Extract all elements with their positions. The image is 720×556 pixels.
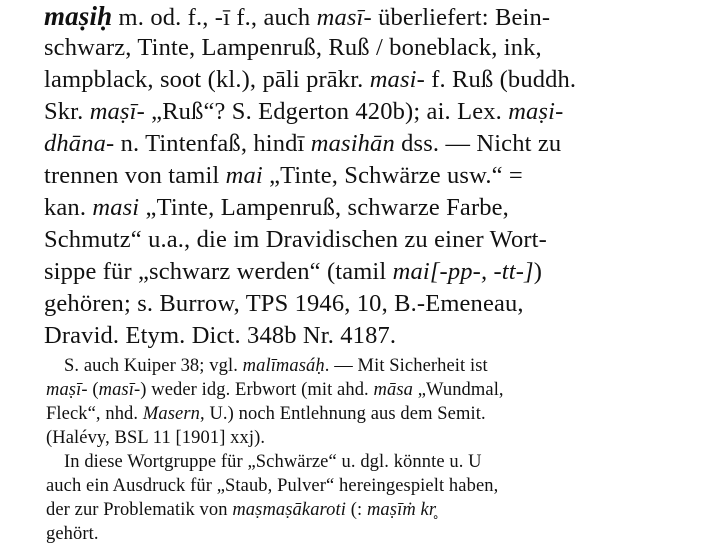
entry-line-4	[44, 96, 720, 128]
note-line-2	[46, 378, 720, 402]
entry-line-11	[44, 320, 720, 352]
entry-text: masi	[92, 194, 140, 221]
note-line-1	[64, 354, 720, 378]
entry-text: gehören; s. Burrow, TPS 1946, 10, B.-Emeneau,	[44, 290, 524, 317]
entry-text: masihān	[310, 130, 395, 157]
entry-line-3	[44, 64, 720, 96]
entry-text: Skr.	[44, 98, 90, 125]
entry-text: „Tinte, Schwärze usw.“ =	[262, 162, 523, 189]
note-text: māsa	[373, 380, 413, 400]
note-text: „Wundmal,	[412, 380, 504, 400]
note-text: (:	[346, 500, 367, 520]
entry-text: - f. Ruß (buddh.	[416, 66, 577, 93]
note-text: der zur Problematik von	[46, 500, 233, 520]
entry-text: masi	[369, 66, 417, 93]
note-text: maṣmaṣākaroti	[232, 500, 347, 520]
note-text: Masern	[142, 404, 200, 424]
note-text: , U.) noch Entlehnung aus dem Semit.	[200, 404, 486, 424]
entry-text: Dravid. Etym. Dict. 348b Nr. 4187.	[44, 322, 397, 349]
entry-line-10	[44, 288, 720, 320]
entry-text: trennen von tamil	[44, 162, 226, 189]
entry-text: dss. — Nicht zu	[394, 130, 562, 157]
entry-text: schwarz, Tinte, Lampenruß, Ruß / boneblack, ink,	[44, 34, 542, 61]
entry-lemma: maṣiḥ	[44, 1, 113, 31]
note-text: masī-	[98, 380, 141, 400]
entry-text: lampblack, soot (kl.), pāli prākr.	[44, 66, 370, 93]
note-text: maṣīṁ kr̥	[366, 500, 437, 520]
entry-text: dhāna	[44, 130, 106, 157]
note-line-4	[46, 426, 720, 450]
entry-text: überliefert: Bein-	[371, 4, 551, 31]
note-line-3	[46, 402, 720, 426]
entry-text: kan.	[44, 194, 93, 221]
note-text: gehört.	[46, 524, 99, 544]
note-text: (Halévy, BSL 11 [1901] xxj).	[46, 428, 266, 448]
entry-text: mai[-pp-, -tt-]	[392, 258, 534, 285]
entry-text: „Ruß“? S. Edgerton 420b); ai. Lex.	[144, 98, 509, 125]
note-text: . — Mit Sicherheit ist	[324, 356, 488, 376]
note-line-7	[46, 498, 720, 522]
entry-text: - n. Tintenfaß, hindī	[106, 130, 311, 157]
entry-line-7	[44, 192, 720, 224]
entry-text: m. od. f., -ī f., auch	[112, 4, 317, 31]
entry-line-1	[44, 0, 720, 34]
note-text: (	[87, 380, 99, 400]
entry-text: sippe für „schwarz werden“ (tamil	[44, 258, 393, 285]
note-text: malīmasáḥ	[242, 356, 325, 376]
entry-text: maṣī-	[89, 98, 145, 125]
note-text: maṣī-	[46, 380, 88, 400]
entry-line-9	[44, 256, 720, 288]
note-text: S. auch Kuiper 38; vgl.	[64, 356, 243, 376]
entry-line-6	[44, 160, 720, 192]
entry-text: „Tinte, Lampenruß, schwarze Farbe,	[139, 194, 509, 221]
entry-text: maṣi-	[508, 98, 564, 125]
entry-line-8	[44, 224, 720, 256]
entry-line-2	[44, 32, 720, 64]
entry-text: Schmutz“ u.a., die im Dravidischen zu einer Wort-	[44, 226, 547, 253]
note-text: In diese Wortgruppe für „Schwärze“ u. dgl. könnte u. U	[64, 452, 482, 472]
entry-text: masī-	[316, 4, 372, 31]
note-text: auch ein Ausdruck für „Staub, Pulver“ hereingespielt haben,	[46, 476, 499, 496]
entry-line-5	[44, 128, 720, 160]
entry-text: )	[533, 258, 543, 285]
note-line-5	[64, 450, 720, 474]
note-text: ) weder idg. Erbwort (mit ahd.	[140, 380, 374, 400]
note-text: Fleck“, nhd.	[46, 404, 143, 424]
entry-text: mai	[225, 162, 263, 189]
note-line-8	[46, 522, 720, 546]
note-line-6	[46, 474, 720, 498]
